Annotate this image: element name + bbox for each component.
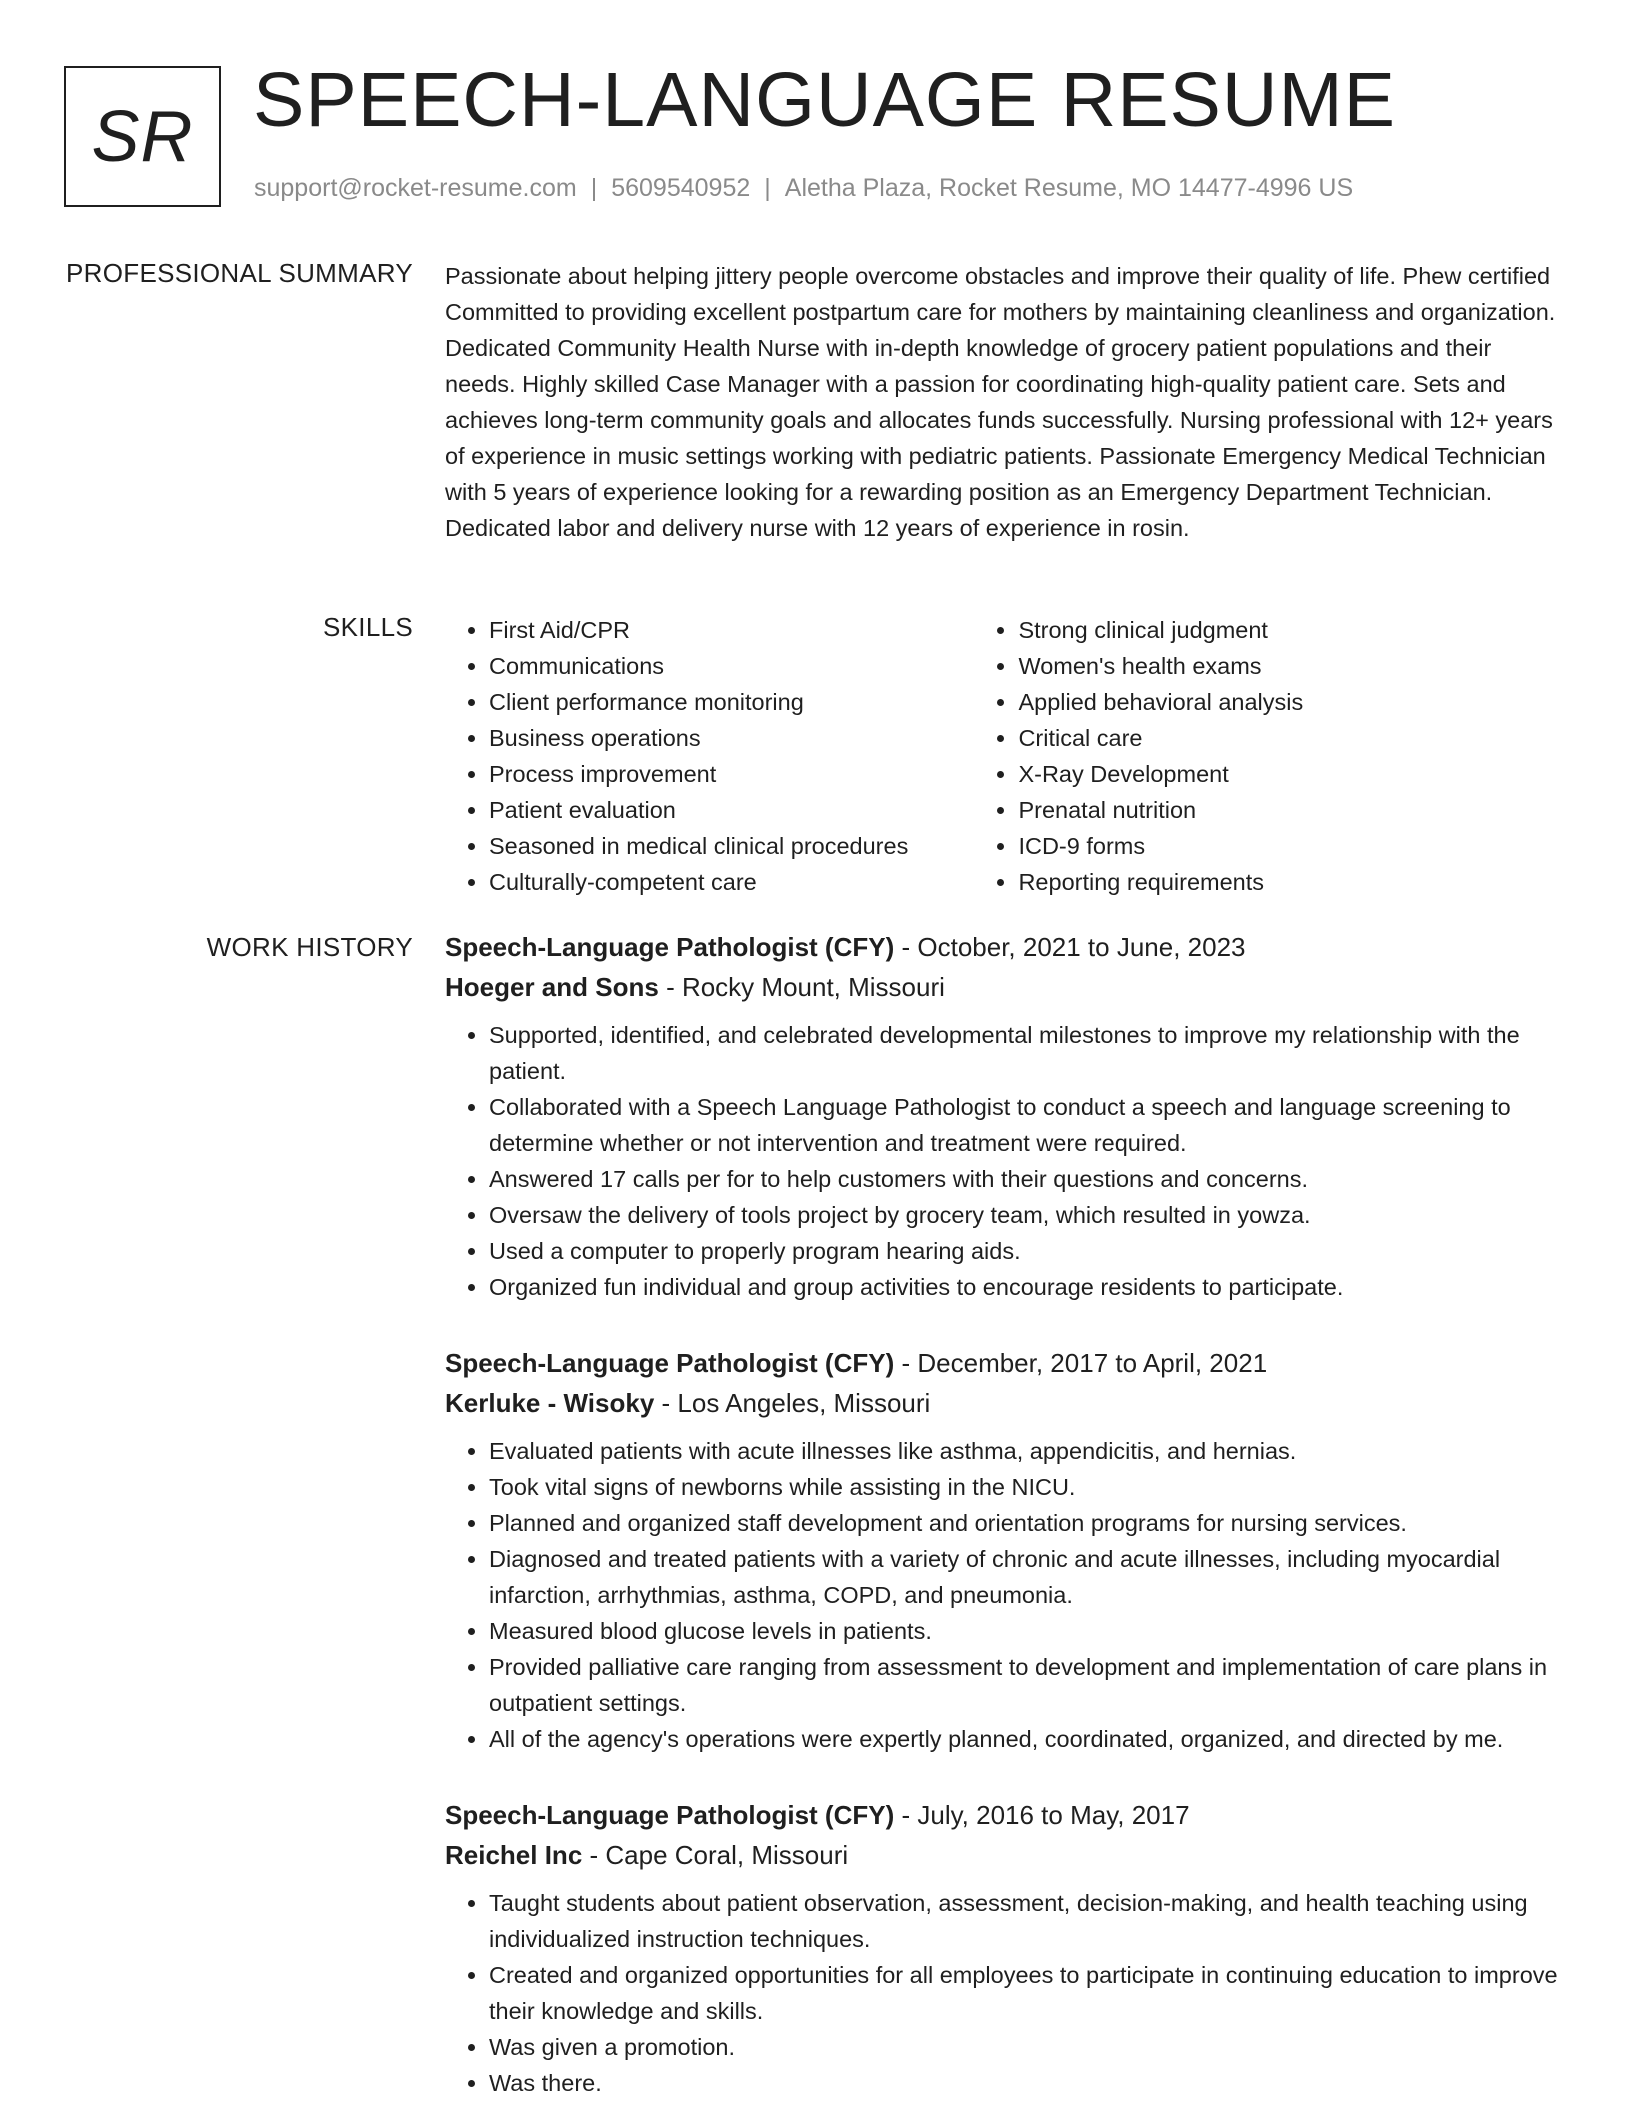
skill-item: • Culturally-competent care	[489, 864, 974, 900]
job-bullets	[445, 1017, 1560, 1305]
job-title: Speech-Language Pathologist (CFY)	[445, 932, 895, 962]
contact-address: Aletha Plaza, Rocket Resume, MO 14477-4996 US	[784, 174, 1354, 202]
job-company-line	[445, 1383, 1560, 1423]
job-location: - Cape Coral, Missouri	[589, 1840, 849, 1870]
job-company-line	[445, 967, 1560, 1007]
skill-item: • Women's health exams	[1018, 648, 1560, 684]
job-title: Speech-Language Pathologist (CFY)	[445, 1800, 895, 1830]
job-company: Hoeger and Sons	[445, 972, 659, 1002]
job-bullet: • Diagnosed and treated patients with a variety of chronic and acute illnesses, including myocardial infarction, arrhythmias, asthma, COPD, and pneumonia.	[489, 1541, 1560, 1613]
job-dates: - December, 2017 to April, 2021	[901, 1348, 1268, 1378]
job-bullet: • Answered 17 calls per for to help customers with their questions and concerns.	[489, 1161, 1560, 1197]
job-bullet: • Used a computer to properly program hearing aids.	[489, 1233, 1560, 1269]
job-bullets	[445, 1885, 1560, 2101]
job-company-line	[445, 1835, 1560, 1875]
skill-item: • Critical care	[1018, 720, 1560, 756]
job-title-line	[445, 1343, 1560, 1383]
job-bullet: • All of the agency's operations were expertly planned, coordinated, organized, and directed by me.	[489, 1721, 1560, 1757]
skill-item: • X-Ray Development	[1018, 756, 1560, 792]
job-bullet: • Planned and organized staff development and orientation programs for nursing services.	[489, 1505, 1560, 1541]
contact-phone: 5609540952	[611, 174, 751, 202]
job-entry	[445, 1795, 1560, 2101]
job-bullet: • Evaluated patients with acute illnesses like asthma, appendicitis, and hernias.	[489, 1433, 1560, 1469]
skills-column-1	[445, 612, 974, 900]
job-bullet: • Created and organized opportunities for all employees to participate in continuing education to improve their knowledge and skills.	[489, 1957, 1560, 2029]
job-bullet: • Taught students about patient observation, assessment, decision-making, and health teaching using individualized instruction techniques.	[489, 1885, 1560, 1957]
job-bullet: • Was there.	[489, 2065, 1560, 2101]
resume-title: SPEECH-LANGUAGE RESUME	[253, 57, 1397, 143]
job-entry	[445, 927, 1560, 1305]
contact-email: support@rocket-resume.com	[254, 174, 577, 202]
skill-item: • Strong clinical judgment	[1018, 612, 1560, 648]
skill-item: • Business operations	[489, 720, 974, 756]
job-entry	[445, 1343, 1560, 1757]
contact-line	[254, 174, 1353, 203]
job-bullet: • Oversaw the delivery of tools project by grocery team, which resulted in yowza.	[489, 1197, 1560, 1233]
job-bullets	[445, 1433, 1560, 1757]
skills-column-2	[974, 612, 1560, 900]
job-bullet: • Collaborated with a Speech Language Pathologist to conduct a speech and language screening to determine whether or not intervention and treatment were required.	[489, 1089, 1560, 1161]
monogram-logo: SR	[64, 66, 221, 207]
skill-item: • Client performance monitoring	[489, 684, 974, 720]
contact-separator: |	[764, 174, 771, 202]
job-location: - Rocky Mount, Missouri	[666, 972, 945, 1002]
skills-list	[445, 612, 1560, 900]
skill-item: • Reporting requirements	[1018, 864, 1560, 900]
summary-text: Passionate about helping jittery people overcome obstacles and improve their quality of life. Phew certified Committed to providing excellent postpartum care for mothers by maintaining cleanliness and organization. Dedicated Community Health Nurse with in-depth knowledge of grocery patient populations and their needs. Highly skilled Case Manager with a passion for coordinating high-quality patient care. Sets and achieves long-term community goals and allocates funds successfully. Nursing professional with 12+ years of experience in music settings working with pediatric patients. Passionate Emergency Medical Technician with 5 years of experience looking for a rewarding position as an Emergency Department Technician. Dedicated labor and delivery nurse with 12 years of experience in rosin.	[445, 263, 1556, 541]
job-company: Kerluke - Wisoky	[445, 1388, 655, 1418]
contact-separator: |	[590, 174, 598, 202]
skill-item: • Applied behavioral analysis	[1018, 684, 1560, 720]
skill-item: • Process improvement	[489, 756, 974, 792]
job-bullet: • Supported, identified, and celebrated developmental milestones to improve my relationship with the patient.	[489, 1017, 1560, 1089]
job-location: - Los Angeles, Missouri	[661, 1388, 931, 1418]
job-title-line	[445, 927, 1560, 967]
skill-item: • Seasoned in medical clinical procedures	[489, 828, 974, 864]
skill-item: • First Aid/CPR	[489, 612, 974, 648]
skill-item: • ICD-9 forms	[1018, 828, 1560, 864]
job-bullet: • Provided palliative care ranging from assessment to development and implementation of care plans in outpatient settings.	[489, 1649, 1560, 1721]
job-bullet: • Organized fun individual and group activities to encourage residents to participate.	[489, 1269, 1560, 1305]
section-label-skills: SKILLS	[323, 612, 413, 642]
section-label-summary: PROFESSIONAL SUMMARY	[66, 258, 413, 288]
job-bullet: • Was given a promotion.	[489, 2029, 1560, 2065]
job-title: Speech-Language Pathologist (CFY)	[445, 1348, 895, 1378]
job-title-line	[445, 1795, 1560, 1835]
job-bullet: • Took vital signs of newborns while assisting in the NICU.	[489, 1469, 1560, 1505]
skill-item: • Prenatal nutrition	[1018, 792, 1560, 828]
job-dates: - July, 2016 to May, 2017	[901, 1800, 1190, 1830]
skill-item: • Patient evaluation	[489, 792, 974, 828]
job-company: Reichel Inc	[445, 1840, 583, 1870]
job-bullet: • Measured blood glucose levels in patients.	[489, 1613, 1560, 1649]
section-label-work-history: WORK HISTORY	[206, 932, 413, 962]
skill-item: • Communications	[489, 648, 974, 684]
job-dates: - October, 2021 to June, 2023	[901, 932, 1246, 962]
